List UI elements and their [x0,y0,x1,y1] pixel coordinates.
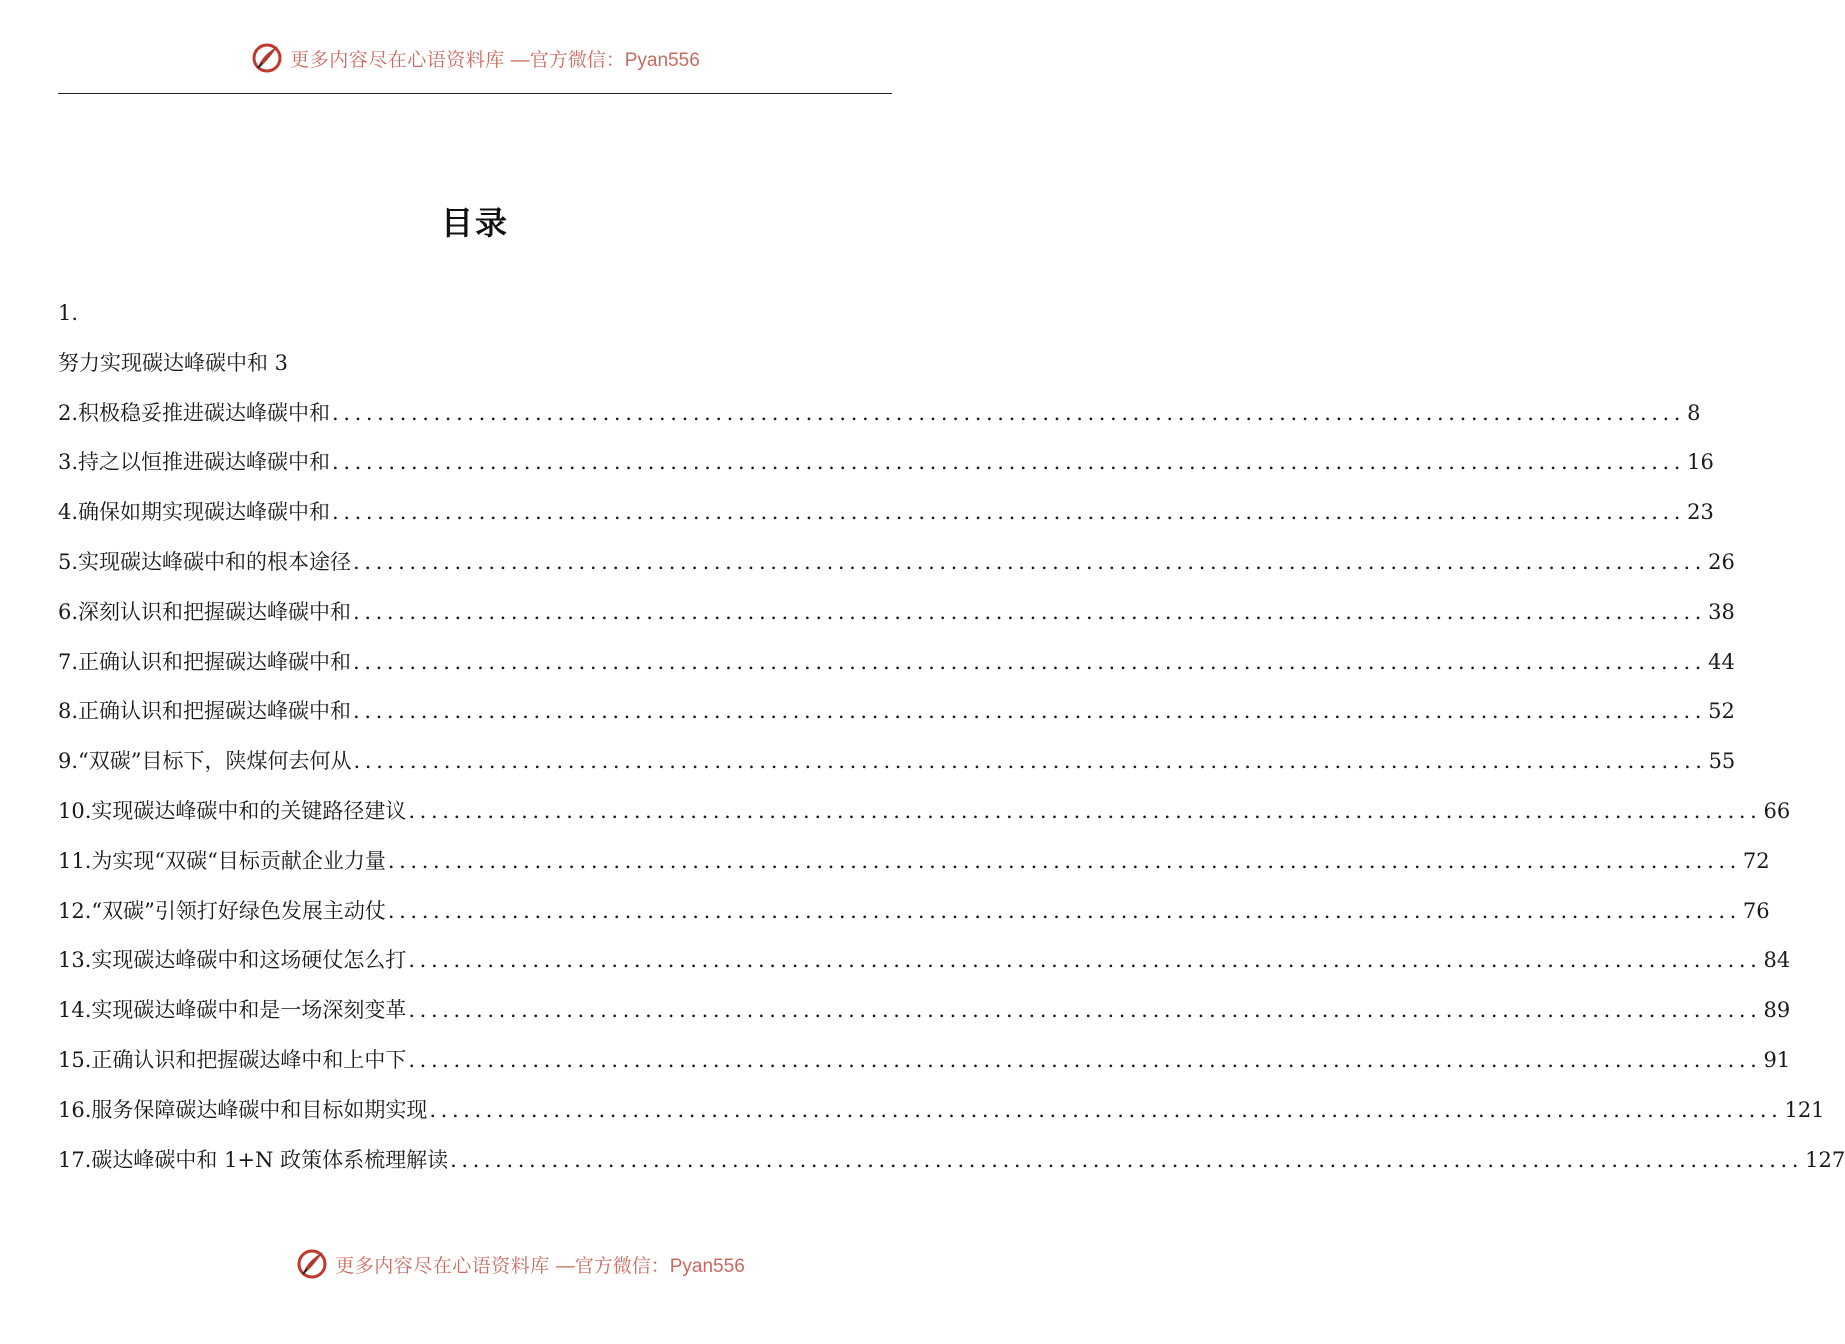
toc-page-number: 91 [1763,1047,1791,1072]
toc-entry[interactable] [58,494,1714,544]
toc-page-number: 16 [1687,450,1714,475]
header-divider [58,93,892,94]
toc-dot-leader: ........................................................................................................................ [408,998,1762,1023]
quill-swirl-logo-icon [250,41,284,75]
page-title: 目录 [440,204,509,242]
toc-dot-leader: ........................................................................................................................ [408,798,1762,823]
toc-entry-title: 14.实现碳达峰碳中和是一场深刻变革 [58,998,407,1023]
toc-entry[interactable] [58,992,1791,1042]
toc-entry[interactable] [58,942,1791,992]
quill-swirl-logo-icon [295,1247,329,1281]
toc-page-number: 8 [1687,400,1701,425]
toc-entry[interactable] [58,594,1735,644]
toc-dot-leader: ........................................................................................................................ [353,599,1707,624]
toc-entry-title: 17.碳达峰碳中和 1+N 政策体系梳理解读 [58,1147,449,1172]
toc-page-number: 89 [1763,998,1791,1023]
toc-dot-leader: ........................................................................................................................ [353,699,1707,724]
toc-dot-leader: ........................................................................................................................ [353,749,1707,774]
toc-entry-title: 4.确保如期实现碳达峰碳中和 [58,500,331,525]
toc-entry-title: 16.服务保障碳达峰碳中和目标如期实现 [58,1097,428,1122]
toc-page-number: 38 [1708,599,1735,624]
footer-wechat-text: —官方微信：Pyan556 [555,1255,745,1277]
toc-entry-title: 13.实现碳达峰碳中和这场硬仗怎么打 [58,948,407,973]
toc-entry-title: 11.为实现“双碳“目标贡献企业力量 [58,848,386,873]
toc-page-number: 26 [1708,549,1735,574]
toc-entry-title: 2.积极稳妥推进碳达峰碳中和 [58,400,331,425]
toc-dot-leader: ........................................................................................................................ [332,400,1686,425]
toc-entry[interactable] [58,893,1770,943]
toc-entry-title: 9.“双碳”目标下，陕煤何去何从 [58,749,352,774]
toc-dot-leader: ........................................................................................................................ [450,1147,1804,1172]
toc-page-number: 52 [1708,699,1735,724]
toc-entry-title: 3.持之以恒推进碳达峰碳中和 [58,450,331,475]
toc-entry[interactable] [58,1092,1825,1142]
toc-page-number: 84 [1763,948,1791,973]
toc-first-title: 努力实现碳达峰碳中和 3 [58,350,289,375]
toc-entry[interactable] [58,544,1735,594]
toc-entry[interactable] [58,793,1791,843]
toc-entry[interactable] [58,1042,1791,1092]
header-banner [0,38,950,78]
toc-entry[interactable] [58,743,1736,793]
toc-page-number: 72 [1742,848,1770,873]
toc-entry[interactable] [58,1142,1845,1192]
toc-entry-title: 5.实现碳达峰碳中和的根本途径 [58,549,352,574]
table-of-contents [58,295,1845,1191]
toc-entry-title: 7.正确认识和把握碳达峰碳中和 [58,649,352,674]
toc-entry-title: 10.实现碳达峰碳中和的关键路径建议 [58,798,407,823]
toc-page-number: 44 [1708,649,1735,674]
toc-page-number: 121 [1784,1097,1825,1122]
toc-entry-title: 12.“双碳”引领打好绿色发展主动仗 [58,898,386,923]
toc-dot-leader: ........................................................................................................................ [353,649,1707,674]
header-wechat-text: —官方微信：Pyan556 [510,49,700,71]
toc-entry[interactable] [58,395,1701,445]
toc-dot-leader: ........................................................................................................................ [387,898,1741,923]
toc-dot-leader: ........................................................................................................................ [332,450,1686,475]
toc-entry-title: 6.深刻认识和把握碳达峰碳中和 [58,599,352,624]
toc-dot-leader: ........................................................................................................................ [387,848,1741,873]
toc-entry[interactable] [58,644,1735,694]
toc-dot-leader: ........................................................................................................................ [353,549,1707,574]
toc-first-number: 1. [58,301,79,325]
footer-brand-text: 更多内容尽在心语资料库 [335,1254,550,1277]
toc-dot-leader: ........................................................................................................................ [332,500,1686,525]
toc-entry-title: 15.正确认识和把握碳达峰中和上中下 [58,1047,407,1072]
footer-banner [45,1244,995,1284]
toc-page-number: 127 [1805,1147,1845,1172]
toc-page-number: 23 [1687,500,1714,525]
toc-page-number: 66 [1763,798,1791,823]
header-brand-text: 更多内容尽在心语资料库 [290,48,505,71]
toc-entry-title: 8.正确认识和把握碳达峰碳中和 [58,699,352,724]
toc-dot-leader: ........................................................................................................................ [429,1097,1783,1122]
toc-page-number: 76 [1742,898,1770,923]
toc-entries [58,395,1845,1192]
toc-entry[interactable] [58,444,1714,494]
toc-page-number: 55 [1708,749,1736,774]
toc-dot-leader: ........................................................................................................................ [408,948,1762,973]
toc-entry[interactable] [58,843,1770,893]
toc-entry[interactable] [58,693,1735,743]
toc-dot-leader: ........................................................................................................................ [408,1047,1762,1072]
